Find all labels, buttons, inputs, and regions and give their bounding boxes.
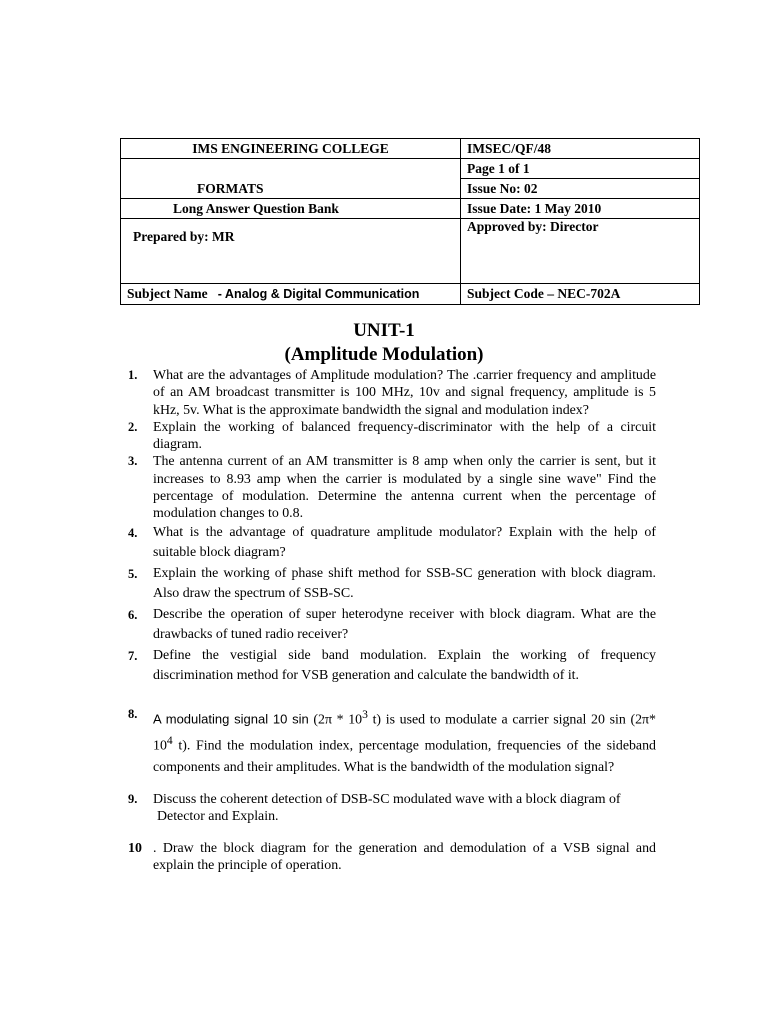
question-item [128,419,656,454]
unit-title: UNIT-1 [353,320,415,341]
question-text: Describe the operation of super heterodyne receiver with block diagram. What are the drawbacks of tuned radio receiver? [153,606,656,643]
page-info: Page 1 of 1 [461,159,700,179]
question-text: . Draw the block diagram for the generation and demodulation of a VSB signal and explain the principle of operation. [153,840,656,873]
issue-no: Issue No: 02 [461,179,700,199]
question-number: 9. [128,791,138,806]
question-list [128,367,656,874]
question-text: Discuss the coherent detection of DSB-SC modulated wave with a block diagram of [153,791,621,807]
question-item [128,840,656,875]
unit-subtitle: (Amplitude Modulation) [284,344,484,365]
superscript: 4 [166,734,173,748]
question-item [128,605,656,646]
subject-code: Subject Code – NEC-702A [461,284,700,305]
question-number: 5. [128,566,138,581]
superscript: 3 [362,707,368,721]
doc-ref: IMSEC/QF/48 [461,139,700,159]
question-number: 3. [128,454,138,469]
question-text: The antenna current of an AM transmitter is 8 amp when only the carrier is sent, but it increases to 8.93 amp when the carrier is modulated by a single sine wave" Find the percentage of modulation. Determine the antenna current when the percentage of modulation changes to 0.8. [153,454,656,522]
question-number: 6. [128,607,138,622]
question-item [128,704,656,778]
subject-label: Subject Name [127,286,208,301]
formats-label: FORMATS [121,159,461,199]
question-text-part: (2π * 10 [313,712,363,728]
bank-title: Long Answer Question Bank [121,199,461,219]
question-text [153,704,656,778]
question-text-part: t) is used to modulate a carrier signal 20 sin (2π* 10 [153,712,656,754]
question-number: 2. [128,419,138,434]
question-item [128,791,656,826]
subject-value: - Analog & Digital Communication [217,287,420,301]
question-number: 8. [128,706,138,721]
question-text: Explain the working of phase shift method for SSB-SC generation with block diagram. Also draw the spectrum of SSB-SC. [153,565,656,602]
issue-date: Issue Date: 1 May 2010 [461,199,700,219]
question-text-part: t). Find the modulation index, percentage modulation, frequencies of the sideband components and their amplitudes. What is the bandwidth of the modulation signal? [153,738,656,775]
subject-name-cell [121,284,461,305]
question-item [128,646,656,687]
approved-by: Approved by: Director [461,219,700,284]
question-item [128,564,656,605]
question-number: 10 [128,840,142,856]
question-number: 1. [128,368,138,382]
question-text-part: A modulating signal 10 sin [153,711,309,727]
question-text: Define the vestigial side band modulation. Explain the working of frequency discrimination method for VSB generation and calculate the bandwidth of it. [153,647,656,684]
header-table [120,138,700,305]
question-text: What are the advantages of Amplitude modulation? The .carrier frequency and amplitude of an AM broadcast transmitter is 100 MHz, 10v and signal frequency, amplitude is 5 kHz, 5v. What is the approximate bandwidth the signal and modulation index? [153,368,656,418]
question-text: Explain the working of balanced frequency-discriminator with the help of a circuit diagram. [153,419,656,453]
question-number: 4. [128,525,138,540]
question-item [128,367,656,419]
college-name: IMS ENGINEERING COLLEGE [121,139,461,159]
prepared-by: Prepared by: MR [121,219,461,284]
question-item [128,453,656,522]
question-item [128,523,656,564]
question-text: What is the advantage of quadrature amplitude modulator? Explain with the help of suitable block diagram? [153,524,656,561]
question-number: 7. [128,648,138,663]
question-text-continued: Detector and Explain. [157,809,279,825]
